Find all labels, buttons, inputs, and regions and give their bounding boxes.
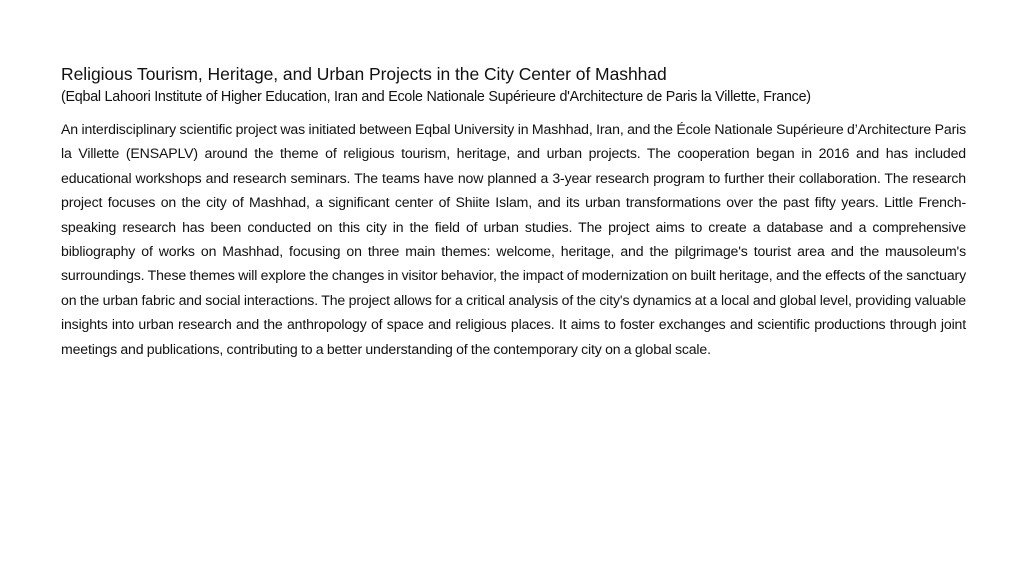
document-body-paragraph: An interdisciplinary scientific project was initiated between Eqbal University in Mashhad, Iran, and the École Nationale Supérieure d’Architecture Paris la Villette (ENSAPLV) around the theme of religious tourism, heritage, and urban projects. The cooperation began in 2016 and has included educational workshops and research seminars. The teams have now planned a 3-year research program to further their collaboration. The research project focuses on the city of Mashhad, a significant center of Shiite Islam, and its urban transformations over the past fifty years. Little French-speaking research has been conducted on this city in the field of urban studies. The project aims to create a database and a comprehensive bibliography of works on Mashhad, focusing on three main themes: welcome, heritage, and the pilgrimage's tourist area and the mausoleum's surroundings. These themes will explore the changes in visitor behavior, the impact of modernization on built heritage, and the effects of the sanctuary on the urban fabric and social interactions. The project allows for a critical analysis of the city's dynamics at a local and global level, providing valuable insights into urban research and the anthropology of space and religious places. It aims to foster exchanges and scientific productions through joint meetings and publications, contributing to a better understanding of the contemporary city on a global scale. [61, 121, 966, 357]
document-title: Religious Tourism, Heritage, and Urban Projects in the City Center of Mashhad [61, 64, 667, 84]
document-affiliation: (Eqbal Lahoori Institute of Higher Education, Iran and Ecole Nationale Supérieure d'Architecture de Paris la Villette, France) [61, 89, 811, 105]
